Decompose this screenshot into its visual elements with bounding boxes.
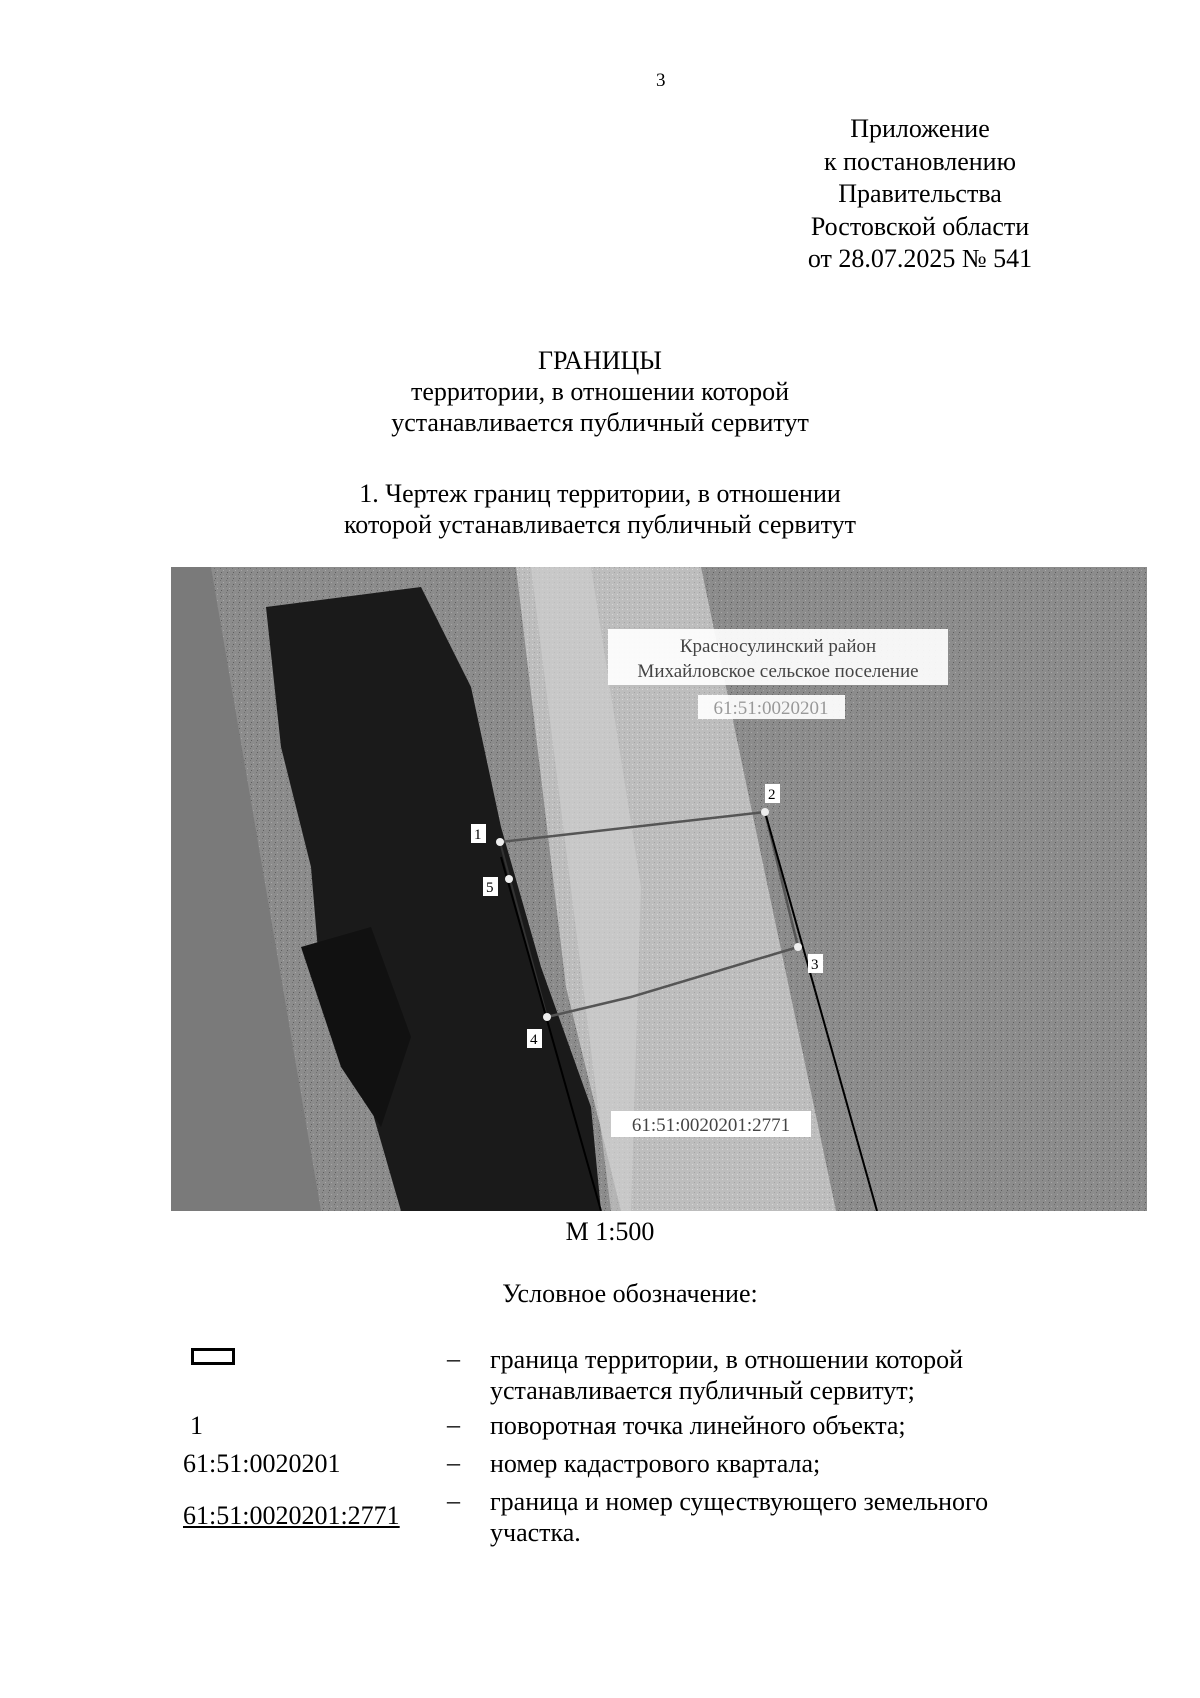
turning-point-4 xyxy=(543,1013,551,1021)
legend-heading: Условное обозначение: xyxy=(502,1279,758,1308)
legend-dash: – xyxy=(447,1410,460,1439)
map-svg xyxy=(171,567,1147,1211)
appendix-line: от 28.07.2025 № 541 xyxy=(807,244,1033,273)
point-label: 3 xyxy=(811,957,819,973)
legend-item-text: номер кадастрового квартала; xyxy=(490,1449,821,1478)
district-label: Красносулинский район xyxy=(679,636,877,657)
parcel-number-label: 61:51:0020201:2771 xyxy=(631,1115,791,1136)
legend-item-text: граница и номер существующего земельного участка. xyxy=(490,1487,989,1547)
page-number: 3 xyxy=(656,70,666,91)
section-line: которой устанавливается публичный сервитут xyxy=(343,510,856,539)
point-label: 1 xyxy=(474,827,482,843)
point-label: 5 xyxy=(486,880,494,896)
turning-point-1 xyxy=(496,838,504,846)
title-line: устанавливается публичный сервитут xyxy=(391,408,809,437)
turning-point-2 xyxy=(761,808,769,816)
legend-dash: – xyxy=(447,1344,460,1373)
turning-point-3 xyxy=(794,943,802,951)
turning-point-symbol: 1 xyxy=(190,1411,203,1440)
appendix-line: к постановлению xyxy=(823,146,1017,176)
legend-item-text: поворотная точка линейного объекта; xyxy=(490,1411,906,1440)
legend-dash: – xyxy=(447,1486,460,1515)
title-heading: ГРАНИЦЫ xyxy=(538,346,662,375)
section-title xyxy=(0,478,1200,540)
document-title xyxy=(0,345,1200,438)
appendix-line: Ростовской области xyxy=(810,211,1030,241)
turning-point-5 xyxy=(505,875,513,883)
section-line: 1. Чертеж границ территории, в отношении xyxy=(359,479,841,508)
point-label: 2 xyxy=(768,787,776,803)
appendix-line: Правительства xyxy=(838,179,1002,208)
legend-item-text: граница территории, в отношении которой устанавливается публичный сервитут; xyxy=(490,1345,964,1405)
legend-dash: – xyxy=(447,1448,460,1477)
parcel-symbol: 61:51:0020201:2771 xyxy=(183,1501,400,1530)
cadastral-quarter-label: 61:51:0020201 xyxy=(713,698,829,719)
appendix-line: Приложение xyxy=(850,114,990,143)
boundary-map xyxy=(171,567,1147,1211)
map-scale: М 1:500 xyxy=(565,1217,655,1246)
servitude-boundary-symbol xyxy=(191,1348,235,1365)
point-label: 4 xyxy=(530,1032,538,1048)
appendix-block xyxy=(740,113,1100,276)
settlement-label: Михайловское сельское поселение xyxy=(637,661,919,682)
cadastral-quarter-symbol: 61:51:0020201 xyxy=(183,1449,341,1478)
title-line: территории, в отношении которой xyxy=(410,377,790,406)
